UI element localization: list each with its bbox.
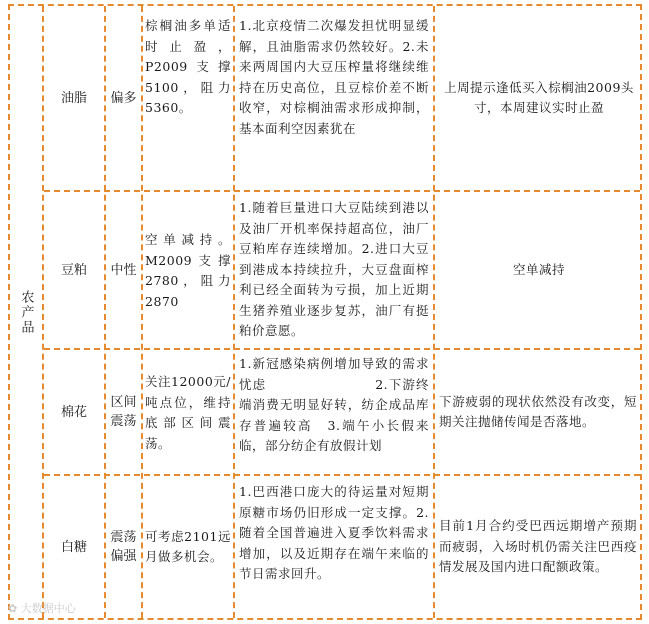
row-1-view-cell xyxy=(106,6,141,190)
category-label: 农产品 xyxy=(18,289,34,335)
row-3-name: 棉花 xyxy=(60,404,87,420)
category-cell xyxy=(10,6,42,618)
row-3-name-cell xyxy=(44,350,104,474)
row-1-name-cell xyxy=(44,6,104,190)
row-2-strategy: 空单减持。M2009支撑2780，阻力2870 xyxy=(145,232,231,309)
row-1-view: 偏多 xyxy=(110,90,137,106)
row-4-logic-cell xyxy=(239,482,429,616)
row-4-name-cell xyxy=(44,476,104,618)
row-3-strategy: 关注12000元/吨点位，维持底部区间震荡。 xyxy=(145,374,231,451)
row-3-view: 区间震荡 xyxy=(110,395,137,429)
row-4-name: 白糖 xyxy=(60,539,87,555)
row-4-logic: 1.巴西港口庞大的待运量对短期原糖市场仍旧形成一定支撑。2.随着全国普遍进入夏季饮料需求增加，以及近期存在端午来临的节日需求回升。 xyxy=(239,484,429,581)
row-2-strategy-cell xyxy=(145,230,231,340)
row-4-strategy-cell xyxy=(145,476,231,618)
row-4-view-cell xyxy=(106,476,141,618)
row-1-logic-cell xyxy=(239,16,429,186)
row-1-review-cell xyxy=(441,6,637,190)
row-1-strategy-cell xyxy=(145,16,231,180)
row-2-view: 中性 xyxy=(110,262,137,278)
row-4-view: 震荡偏强 xyxy=(110,530,137,564)
row-2-name: 豆粕 xyxy=(60,262,87,278)
commodity-table xyxy=(8,4,642,620)
row-1-name: 油脂 xyxy=(60,90,87,106)
row-4-review: 目前1月合约受巴西远期增产预期而疲弱，入场时机仍需关注巴西疫情发展及国内进口配额政策。 xyxy=(439,518,637,575)
row-2-review-cell xyxy=(441,192,637,348)
row-1-logic: 1.北京疫情二次爆发担忧明显缓解，且油脂需求仍然较好。2.未来两周国内大豆压榨量将继续维持在历史高位，且豆棕价差不断收窄，对棕榈油需求形成抑制，基本面利空因素犹在 xyxy=(239,18,429,136)
row-3-review-cell xyxy=(439,350,637,474)
row-1-review: 上周提示逢低买入棕榈油2009头寸，本周建议实时止盈 xyxy=(444,79,634,115)
row-3-logic: 1.新冠感染病例增加导致的需求忧虑 2.下游终端消费无明显好转，纺企成品库存普遍较高 3.端午小长假来临，部分纺企有放假计划 xyxy=(239,356,429,453)
row-4-strategy: 可考虑2101远月做多机会。 xyxy=(145,528,231,564)
row-2-logic-cell xyxy=(239,198,429,346)
row-2-review: 空单减持 xyxy=(512,261,565,277)
row-2-logic: 1.随着巨量进口大豆陆续到港以及油厂开机率保持超高位，油厂豆粕库存连续增加。2.进口大豆到港成本持续拉升，大豆盘面榨利已经全面转为亏损，加上近期生猪养殖业逐步复苏，油厂有挺粕价意愿。 xyxy=(239,200,429,338)
row-3-strategy-cell xyxy=(145,372,231,468)
watermark xyxy=(8,600,76,616)
row-2-view-cell xyxy=(106,192,141,348)
row-3-logic-cell xyxy=(239,354,429,472)
row-3-review: 下游疲弱的现状依然没有改变，短期关注抛储传闻是否落地。 xyxy=(439,393,637,429)
row-3-view-cell xyxy=(106,350,141,474)
row-2-name-cell xyxy=(44,192,104,348)
row-4-review-cell xyxy=(439,476,637,618)
watermark-icon: ✿ xyxy=(8,602,18,615)
watermark-text: 大数据中心 xyxy=(20,602,76,615)
row-1-strategy: 棕榈油多单适时止盈，P2009支撑5100，阻力5360。 xyxy=(145,18,231,115)
